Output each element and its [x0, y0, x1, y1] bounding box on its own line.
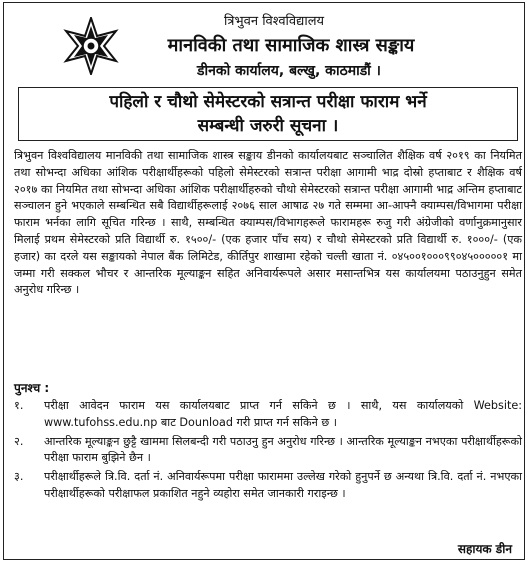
item-text: परीक्षार्थीहरूले त्रि.वि. दर्ता नं. अनिवार्यरूपमा परीक्षा फाराममा उल्लेख गरेको हुनुपर्ने छ अन्यथा त्रि.वि. दर्ता नं. नभएका परीक्षार्थीहरूको परीक्षाफल प्रकाशित नहुने व्यहोरा समेत जानकारी गराइन्छ । — [44, 470, 522, 500]
office-address: डीनको कार्यालय, बल्खु, काठमाडौं । — [197, 63, 381, 79]
item-text: आन्तरिक मूल्याङ्कन छुट्टै खाममा सिलबन्दी गरी पठाउनु हुन अनुरोध गरिन्छ । आन्तरिक मूल्याङ्कन नभएका परीक्षार्थीहरूको परीक्षा फाराम बुझिने छैन । — [44, 434, 522, 465]
tu-star-emblem-icon — [62, 17, 120, 75]
item-number: १. — [14, 399, 24, 412]
notice-title-line2: सम्बन्धी जरुरी सूचना । — [197, 116, 339, 136]
notice-frame — [3, 2, 525, 560]
postscript-heading: पुनश्च : — [14, 381, 50, 395]
notice-body: त्रिभुवन विश्वविद्यालय मानविकी तथा सामाजिक शास्त्र सङ्काय डीनको कार्यालयबाट सञ्चालित शैक्षिक वर्ष २०१९ का नियमित तथा सोभन्दा अधिका आंशिक परीक्षार्थीहरूको पहिलो सेमेस्टरको सत्रान्त परीक्षा आगामी भाद्र दोस्रो हप्ताबाट र शैक्षिक वर्ष २०१७ का नियमित तथा सोभन्दा अधिका आंशिक परीक्षार्थीहरुको चौथो सेमेस्टरको सत्रान्त परीक्षा आगामी भाद्र अन्तिम हप्ताबाट सञ्चालन हुने भएकाले सम्बन्धित सबै विद्यार्थीहरूलाई २०७६ साल आषाढ २७ गते सम्ममा आ-आफ्नै क्याम्पस/विभागमा परीक्षा फाराम भर्नका लागि सूचित गरिन्छ । साथै, सम्बन्धित क्याम्पस/विभागहरूले फारामहरू रुजु गरी अंग्रेजीको वर्णानुक्रमानुसार मिलाई प्रथम सेमेस्टरको प्रति विद्यार्थी रु. १५००/- (एक हजार पाँच सय) र चौथो सेमेस्टरको प्रति विद्यार्थी रु. १०००/- (एक हजार) का दरले यस सङ्कायको नेपाल बैंक लिमिटेड, कीर्तिपुर शाखामा रहेको चल्ती खाता नं. ०४५००१०००९९०४५०००००१ मा जम्मा गरी सक्कल भौचर र आन्तरिक मूल्याङ्कन सहित अनिवार्यरूपले असार मसान्तभित्र यस कार्यालयमा पठाउनुहुन समेत अनुरोध गरिन्छ । — [14, 149, 522, 297]
signature-title: सहायक डीन — [457, 542, 512, 556]
notice-title — [18, 87, 518, 141]
postscript-item — [14, 469, 522, 503]
notice-title-line1: पहिलो र चौथो सेमेस्टरको सत्रान्त परीक्षा फाराम भर्ने — [109, 92, 427, 112]
item-number: २. — [14, 434, 24, 448]
university-name: त्रिभुवन विश्वविद्यालय — [223, 14, 325, 29]
postscript-item — [14, 434, 522, 468]
letterhead — [4, 3, 524, 89]
item-number: ३. — [14, 470, 24, 484]
item-text: परीक्षा आवेदन फाराम यस कार्यालयबाट प्राप्त गर्न सकिने छ । साथै, यस कार्यालयको Website: www.tufohss.edu.np बाट Dounload गरी प्राप्त गर्न सकिने छ । — [44, 399, 522, 429]
postscript-item — [14, 398, 522, 432]
faculty-name: मानविकी तथा सामाजिक शास्त्र सङ्काय — [167, 35, 415, 56]
postscript-list — [14, 398, 522, 505]
